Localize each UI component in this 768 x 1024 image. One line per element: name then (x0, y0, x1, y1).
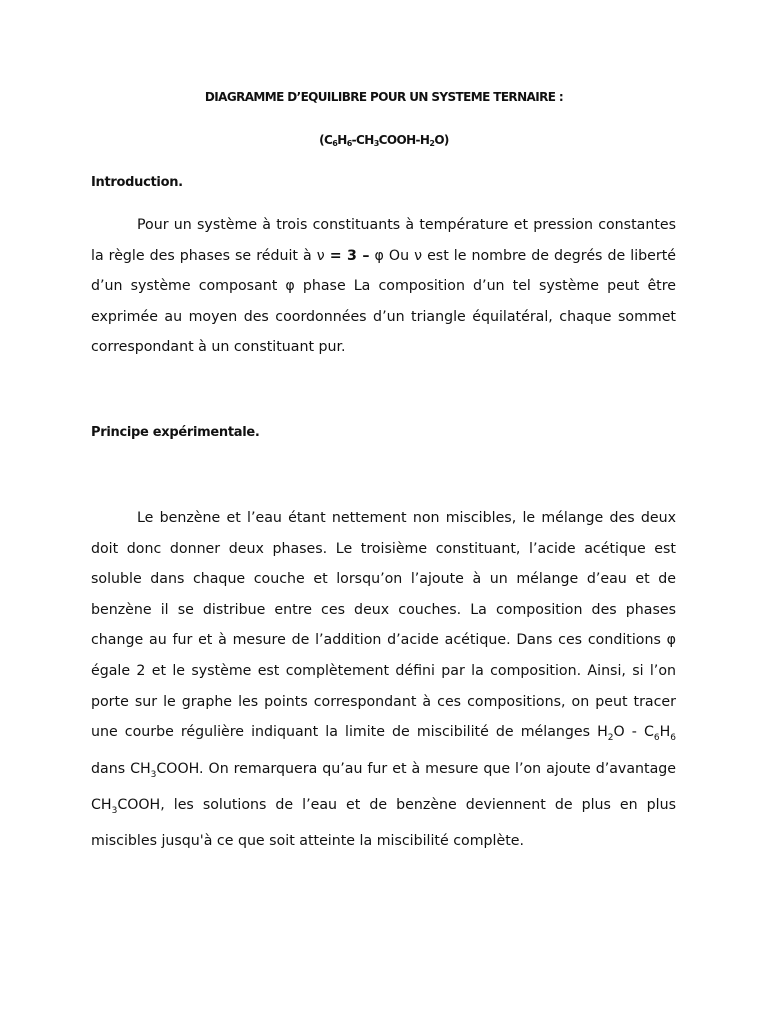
phase-rule-expression: = 3 – (329, 247, 370, 264)
intro-text: φ Ou ν est le nombre de degrés de liberté d’un système composant φ phase La composition d’un tel système peut être exprimée au moyen des coordonnées d’un triangle équilatéral, chaque sommet correspondant à un constituant pur. (91, 247, 676, 356)
subscript: 3 (111, 805, 118, 816)
subscript: 6 (653, 732, 660, 743)
formula-part: O) (434, 133, 449, 147)
subscript: 6 (670, 732, 676, 743)
document-title: DIAGRAMME D’EQUILIBRE POUR UN SYSTEME TERNAIRE : (204, 90, 564, 104)
formula-subscript: 6 (332, 139, 338, 148)
formula-subscript: 6 (346, 139, 352, 148)
principe-text: Le benzène et l’eau étant nettement non miscibles, le mélange des deux doit donc donner deux phases. Le troisième constituant, l’acide acétique est soluble dans chaque couche et lorsqu’on l’ajoute à un mélange d’eau et de benzène il se distribue entre ces deux couches. La composition des phases change au fur et à mesure de l’addition d’acide acétique. Dans ces conditions φ égale 2 et le système est complètement défini par la composition. Ainsi, si l’on porte sur le graphe les points correspondant à ces compositions, on peut tracer une courbe régulière indiquant la limite de miscibilité de mélanges H (91, 510, 676, 741)
introduction-paragraph (91, 210, 676, 363)
formula-subscript: 2 (429, 139, 435, 148)
formula-part: -CH (351, 133, 374, 147)
intro-text: Pour un système à trois constituants à température et pression constantes la règle des phases se réduit à ν (91, 217, 676, 264)
formula-subscript: 3 (373, 139, 379, 148)
subscript: 2 (607, 732, 614, 743)
principe-text: O - C (613, 724, 654, 741)
formula-part: H (337, 133, 347, 147)
principe-text: dans CH (91, 760, 151, 777)
principe-heading: Principe expérimentale. (91, 425, 260, 440)
principe-text: COOH. On remarquera qu’au fur et à mesure que l’on ajoute d’avantage CH (91, 760, 676, 813)
formula-part: (C (319, 133, 333, 147)
introduction-heading: Introduction. (91, 175, 183, 190)
principe-text: COOH, les solutions de l’eau et de benzène deviennent de plus en plus miscibles jusqu'à ce que soit atteinte la miscibilité complète. (91, 797, 676, 850)
chemical-system-formula (0, 133, 768, 148)
principe-paragraph (91, 503, 676, 857)
formula-part: COOH-H (378, 133, 430, 147)
subscript: 3 (150, 769, 157, 780)
principe-text: H (659, 724, 671, 741)
